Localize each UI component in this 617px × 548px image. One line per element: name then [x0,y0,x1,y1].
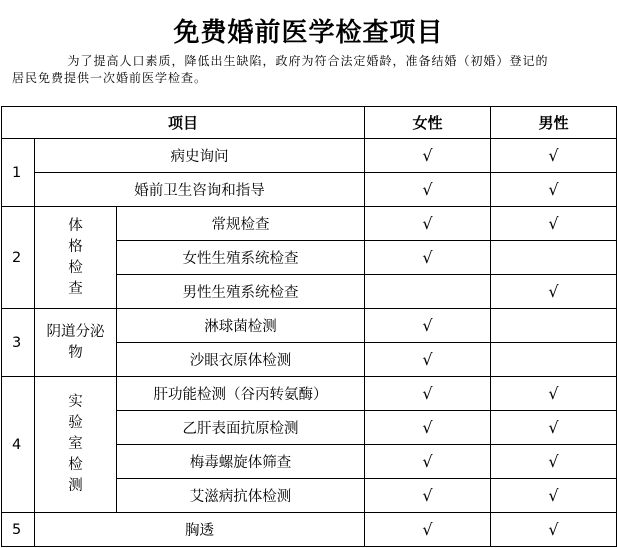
intro-line-1: 为了提高人口素质，降低出生缺陷，政府为符合法定婚龄，准备结婚（初婚）登记的 [67,54,549,68]
header-male: 男性 [491,107,617,139]
male-check: √ [491,139,617,173]
group-number: 1 [2,139,35,207]
group-label-char: 验 [68,415,83,431]
female-check: √ [365,343,491,377]
female-check: √ [365,309,491,343]
group-number: 3 [2,309,35,377]
item-name: 常规检查 [117,207,365,241]
item-name: 乙肝表面抗原检测 [117,411,365,445]
group-label-line: 阴道分泌 [46,323,105,340]
group-label-physical-exam [35,207,117,309]
female-check [365,275,491,309]
male-check [491,241,617,275]
group-number: 2 [2,207,35,309]
item-name: 肝功能检测（谷丙转氨酶） [117,377,365,411]
group-label-char: 查 [68,280,83,297]
table-row [2,513,617,547]
item-name: 婚前卫生咨询和指导 [35,173,365,207]
group-label-char: 检 [68,259,83,276]
female-check: √ [365,411,491,445]
table-row [2,207,617,241]
item-name: 梅毒螺旋体筛查 [117,445,365,479]
group-label-char: 体 [68,217,83,234]
male-check: √ [491,173,617,207]
page-title: 免费婚前医学检查项目 [173,18,444,48]
female-check: √ [365,139,491,173]
table-row [2,377,617,411]
table-row [2,173,617,207]
item-name: 男性生殖系统检查 [117,275,365,309]
table-header-row [2,107,617,139]
male-check: √ [491,275,617,309]
table-row [2,309,617,343]
female-check: √ [365,207,491,241]
item-name: 病史询问 [35,139,365,173]
female-check: √ [365,513,491,547]
female-check: √ [365,173,491,207]
male-check: √ [491,479,617,513]
male-check: √ [491,207,617,241]
male-check: √ [491,513,617,547]
group-number: 4 [2,377,35,513]
group-label-char: 格 [68,238,83,255]
group-label-line: 物 [68,344,83,361]
item-name: 胸透 [35,513,365,547]
male-check [491,309,617,343]
group-label-char: 室 [68,436,83,452]
group-label-lab-tests [35,377,117,513]
item-name: 艾滋病抗体检测 [117,479,365,513]
item-name: 女性生殖系统检查 [117,241,365,275]
table-row [2,139,617,173]
group-label-char: 实 [68,394,83,410]
female-check: √ [365,445,491,479]
group-label-char: 测 [68,478,83,494]
group-label-vaginal-secretion [35,309,117,377]
exam-items-table [1,106,617,547]
intro-text [8,53,608,87]
item-name: 沙眼衣原体检测 [117,343,365,377]
group-label-char: 检 [68,457,83,473]
male-check [491,343,617,377]
male-check: √ [491,445,617,479]
item-name: 淋球菌检测 [117,309,365,343]
female-check: √ [365,377,491,411]
header-female: 女性 [365,107,491,139]
group-number: 5 [2,513,35,547]
intro-line-2: 居民免费提供一次婚前医学检查。 [12,71,208,85]
female-check: √ [365,479,491,513]
female-check: √ [365,241,491,275]
header-item: 项目 [2,107,365,139]
male-check: √ [491,411,617,445]
male-check: √ [491,377,617,411]
